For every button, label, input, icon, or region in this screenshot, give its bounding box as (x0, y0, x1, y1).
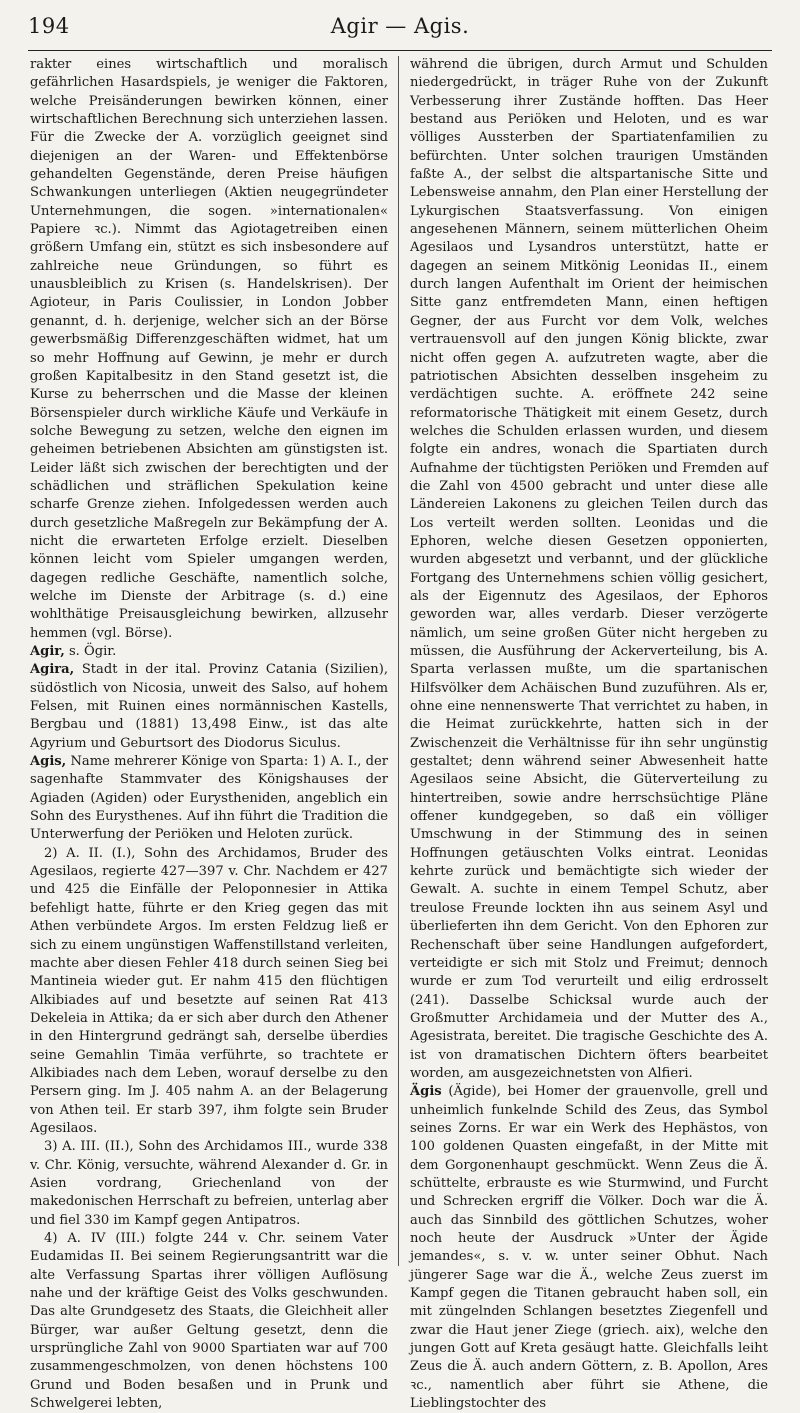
running-title: Agir — Agis. (330, 14, 470, 38)
entry-aegis-text: (Ägide), bei Homer der grauenvolle, grell und unheimlich funkelnde Schild des Zeus, das Symbol seines Zorns. Er war ein Werk des Hephästos, von 100 goldenen Quasten eingefaßt, in der Mitte mit dem Gorgonenhaupt geschmückt. Wenn Zeus die Ä. schüttelte, erbrauste es wie Sturmwind, und Furcht und Schrecken ergriff die Völker. Doch war die Ä. auch das Sinnbild des göttlichen Schutzes, woher noch heute der Ausdruck »Unter der Ägide jemandes«, s. v. w. unter seiner Obhut. Nach jüngerer Sage war die Ä., welche Zeus zuerst im Kampf gegen die Titanen gebraucht haben soll, ein mit züngelnden Schlangen besetztes Ziegenfell und zwar die Haut jener Ziege (griech. aix), welche den jungen Gott auf Kreta gesäugt hatte. Gleichfalls leiht Zeus die Ä. auch andern Göttern, z. B. Apollon, Ares ꝛc., namentlich aber führt sie Athene, die Lieblingstochter des (410, 1084, 768, 1412)
left-column (30, 56, 388, 1412)
entry-agira (30, 661, 388, 753)
column-divider (398, 56, 399, 1266)
page-number: 194 (28, 14, 70, 38)
headword-aegis: Ägis (410, 1084, 442, 1100)
page-header (28, 12, 772, 52)
header-rule (28, 50, 772, 51)
entry-agir-text: s. Ögir. (64, 644, 117, 659)
entry-agis-3: 3) A. III. (II.), Sohn des Archidamos III., wurde 338 v. Chr. König, versuchte, während Alexander d. Gr. in Asien vordrang, Griechenland von der makedonischen Herrschaft zu befreien, unterlag aber und fiel 330 im Kampf gegen Antipatros. (30, 1139, 388, 1228)
entry-agir (30, 643, 388, 661)
entry-agira-text: Stadt in der ital. Provinz Catania (Sizilien), südöstlich von Nicosia, unweit des Salso, auf hohem Felsen, mit Ruinen eines normännischen Kastells, Bergbau und (1881) 13,498 Einw., ist das alte Agyrium und Geburtsort des Diodorus Siculus. (30, 662, 388, 751)
entry-agis-2: 2) A. II. (I.), Sohn des Archidamos, Bruder des Agesilaos, regierte 427—397 v. Chr. Nachdem er 427 und 425 die Einfälle der Peloponnesier in Attika befehligt hatte, führte er den Krieg gegen das mit Athen verbündete Argos. Im ersten Feldzug ließ er sich zu einem ungünstigen Waffenstillstand verleiten, machte aber diesen Fehler 418 durch seinen Sieg bei Mantineia wieder gut. Er nahm 415 den flüchtigen Alkibiades auf und besetzte auf seinen Rat 413 Dekeleia in Attika; da er sich aber durch den Athener in den Hintergrund gedrängt sah, derselbe überdies seine Gemahlin Timäa verführte, so trachtete er Alkibiades nach dem Leben, worauf derselbe zu den Persern ging. Im J. 405 nahm A. an der Belagerung von Athen teil. Er starb 397, ihm folgte sein Bruder Agesilaos. (30, 845, 388, 1136)
headword-agir: Agir, (30, 644, 65, 659)
agiotage-continuation: rakter eines wirtschaftlich und moralisch gefährlichen Hasardspiels, je weniger die Faktoren, welche Preisänderungen bewirken können, einer wirtschaftlichen Berechnung sich unterziehen lassen. Für die Zwecke der A. vorzüglich geeignet sind diejenigen an der Waren- und Effektenbörse gehandelten Gegenstände, deren Preise häufigen Schwankungen unterliegen (Aktien neugegründeter Unternehmungen, die sogen. »internationalen« Papiere ꝛc.). Nimmt das Agiotagetreiben einen größern Umfang ein, stützt es sich insbesondere auf zahlreiche neue Gründungen, so führt es unausbleiblich zu Krisen (s. Handelskrisen). Der Agioteur, in Paris Coulissier, in London Jobber genannt, d. h. derjenige, welcher sich an der Börse gewerbsmäßig Differenzgeschäften widmet, hat um so mehr Hoffnung auf Gewinn, je mehr er durch großen Kapitalbesitz in den Stand gesetzt ist, die Kurse zu beherrschen und die Masse der kleinen Börsenspieler durch wirkliche Käufe und Verkäufe in solche Bewegung zu setzen, welche den eignen im geheimen betriebenen Absichten am günstigsten ist. Leider läßt sich zwischen der berechtigten und der schädlichen und sträflichen Spekulation keine scharfe Grenze ziehen. Infolgedessen werden auch durch gesetzliche Maßregeln zur Bekämpfung der A. nicht die erwarteten Erfolge erzielt. Dieselben können leicht vom Spieler umgangen werden, dagegen redliche Geschäfte, namentlich solche, welche im Dienste der Arbitrage (s. d.) eine wohlthätige Preisausgleichung bewirken, allzusehr hemmen (vgl. Börse). (30, 57, 388, 641)
entry-agis (30, 753, 388, 845)
entry-agis-text: Name mehrerer Könige von Sparta: 1) A. I., der sagenhafte Stammvater des Königshauses der Agiaden (Agiden) oder Eurystheniden, angeblich ein Sohn des Eurysthenes. Auf ihn führt die Tradition die Unterwerfung der Periöken und Heloten zurück. (30, 754, 388, 843)
entry-aegis (410, 1083, 768, 1413)
agis-4-continuation: während die übrigen, durch Armut und Schulden niedergedrückt, in träger Ruhe von der Zukunft Verbesserung ihrer Zustände hofften. Das Heer bestand aus Periöken und Heloten, und es war völliges Aussterben der Spartiatenfamilien zu befürchten. Unter solchen traurigen Umständen faßte A., der selbst die altspartanische Sitte und Lebensweise annahm, den Plan einer Herstellung der Lykurgischen Staatsverfassung. Von einigen angesehenen Männern, seinem mütterlichen Oheim Agesilaos und Lysandros unterstützt, hatte er dagegen an seinem Mitkönig Leonidas II., einem durch langen Aufenthalt im Orient der heimischen Sitte ganz entfremdeten Mann, einen heftigen Gegner, der aus Furcht vor dem Volk, welches vertrauensvoll auf den jungen König blickte, zwar nicht offen gegen A. aufzutreten wagte, aber die patriotischen Absichten desselben insgeheim zu verdächtigen suchte. A. eröffnete 242 seine reformatorische Thätigkeit mit einem Gesetz, durch welches die Schulden erlassen wurden, und diesem folgte ein andres, wonach die Spartiaten durch Aufnahme der tüchtigsten Periöken und Fremden auf die Zahl von 4500 gebracht und unter diese alle Ländereien Lakonens zu gleichen Teilen durch das Los verteilt werden sollten. Leonidas und die Ephoren, welche diesen Gesetzen opponierten, wurden abgesetzt und verbannt, und der glückliche Fortgang des Unternehmens schien völlig gesichert, als der Eigennutz des Agesilaos, der Ephoros geworden war, alles verdarb. Dieser verzögerte nämlich, um seine großen Güter nicht hergeben zu müssen, die Ausführung der Ackerverteilung, bis A. Sparta verlassen mußte, um die spartanischen Hilfsvölker dem Achäischen Bund zuzuführen. Als er, ohne eine nennenswerte That verrichtet zu haben, in die Heimat zurückkehrte, hatten sich in der Zwischenzeit die Verhältnisse für ihn sehr ungünstig gestaltet; denn während seiner Abwesenheit hatte Agesilaos seine Absicht, die Güterverteilung zu hintertreiben, sowie andre herrschsüchtige Pläne offener kundgegeben, so daß ein völliger Umschwung in der Stimmung des in seinen Hoffnungen getäuschten Volks eintrat. Leonidas kehrte zurück und bemächtigte sich wieder der Gewalt. A. suchte in einem Tempel Schutz, aber treulose Freunde lockten ihn aus seinem Asyl und überlieferten ihn dem Gericht. Von den Ephoren zur Rechenschaft über seine Handlungen aufgefordert, verteidigte er sich mit Stolz und Freimut; dennoch wurde er zum Tod verurteilt und eilig erdrosselt (241). Dasselbe Schicksal wurde auch der Großmutter Archidameia und der Mutter des A., Agesistrata, bereitet. Die tragische Geschichte des A. ist von dramatischen Dichtern öfters bearbeitet worden, am ausgezeichnetsten von Alfieri. (410, 57, 768, 1081)
headword-agira: Agira, (30, 662, 75, 678)
entry-agis-4: 4) A. IV (III.) folgte 244 v. Chr. seinem Vater Eudamidas II. Bei seinem Regierungsantritt war die alte Verfassung Spartas ihrer völligen Auflösung nahe und der kräftige Geist des Volks geschwunden. Das alte Grundgesetz des Staats, die Gleichheit aller Bürger, war außer Geltung gesetzt, denn die ursprüngliche Zahl von 9000 Spartiaten war auf 700 zusammengeschmolzen, von denen höchstens 100 Grund und Boden besaßen und in Prunk und Schwelgerei lebten, (30, 1231, 388, 1412)
right-column (410, 56, 768, 1412)
headword-agis: Agis, (30, 754, 67, 770)
